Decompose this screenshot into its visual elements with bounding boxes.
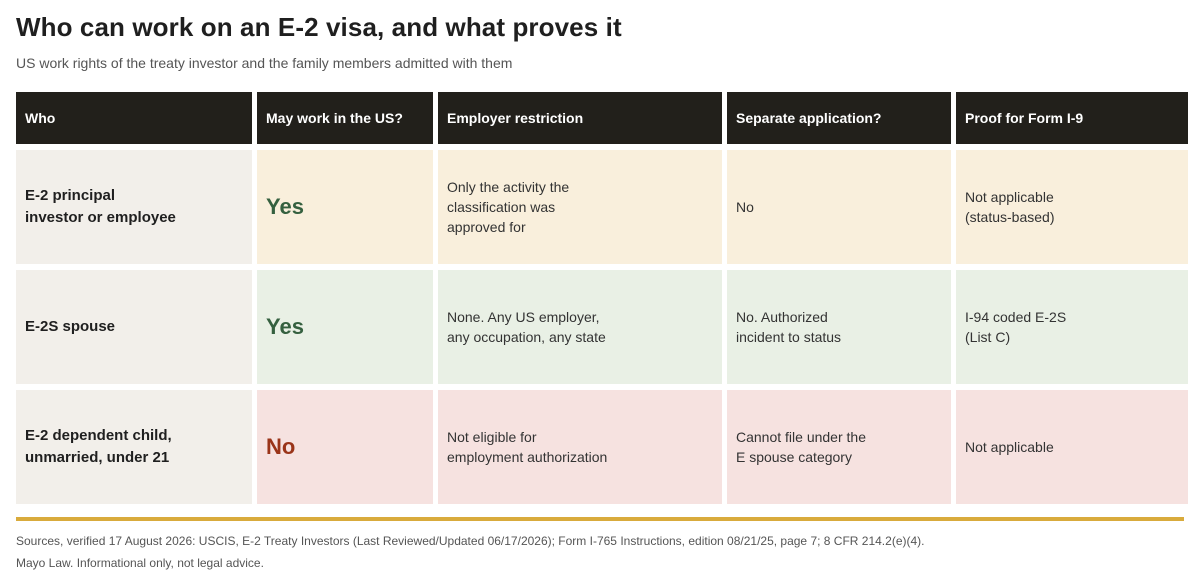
row-child-proof: Not applicable: [956, 390, 1188, 504]
disclaimer-note: Mayo Law. Informational only, not legal advice.: [16, 556, 264, 570]
row-child-restriction: Not eligible for employment authorization: [438, 390, 722, 504]
row-child-who: E-2 dependent child, unmarried, under 21: [16, 390, 252, 504]
column-header-employer-restriction: Employer restriction: [438, 92, 722, 144]
work-rights-table: [16, 92, 1184, 504]
row-spouse-who: E-2S spouse: [16, 270, 252, 384]
column-header-may-work: May work in the US?: [257, 92, 433, 144]
column-header-who: Who: [16, 92, 252, 144]
column-header-separate-application: Separate application?: [727, 92, 951, 144]
row-child-separate-application: Cannot file under the E spouse category: [727, 390, 951, 504]
sources-note: Sources, verified 17 August 2026: USCIS, E-2 Treaty Investors (Last Reviewed/Updated 06/17/2026); Form I-765 Instructions, edition 08/21/25, page 7; 8 CFR 214.2(e)(4).: [16, 534, 925, 548]
row-principal-restriction: Only the activity the classification was approved for: [438, 150, 722, 264]
page-title: Who can work on an E-2 visa, and what proves it: [16, 12, 622, 42]
row-child-may-work: No: [257, 390, 433, 504]
page-subtitle: US work rights of the treaty investor and the family members admitted with them: [16, 55, 513, 71]
row-principal-separate-application: No: [727, 150, 951, 264]
row-principal-who: E-2 principal investor or employee: [16, 150, 252, 264]
row-spouse-proof: I-94 coded E-2S (List C): [956, 270, 1188, 384]
row-spouse-separate-application: No. Authorized incident to status: [727, 270, 951, 384]
row-principal-may-work: Yes: [257, 150, 433, 264]
row-spouse-may-work: Yes: [257, 270, 433, 384]
footer-divider: [16, 517, 1184, 521]
row-principal-proof: Not applicable (status-based): [956, 150, 1188, 264]
row-spouse-restriction: None. Any US employer, any occupation, any state: [438, 270, 722, 384]
column-header-proof: Proof for Form I-9: [956, 92, 1188, 144]
